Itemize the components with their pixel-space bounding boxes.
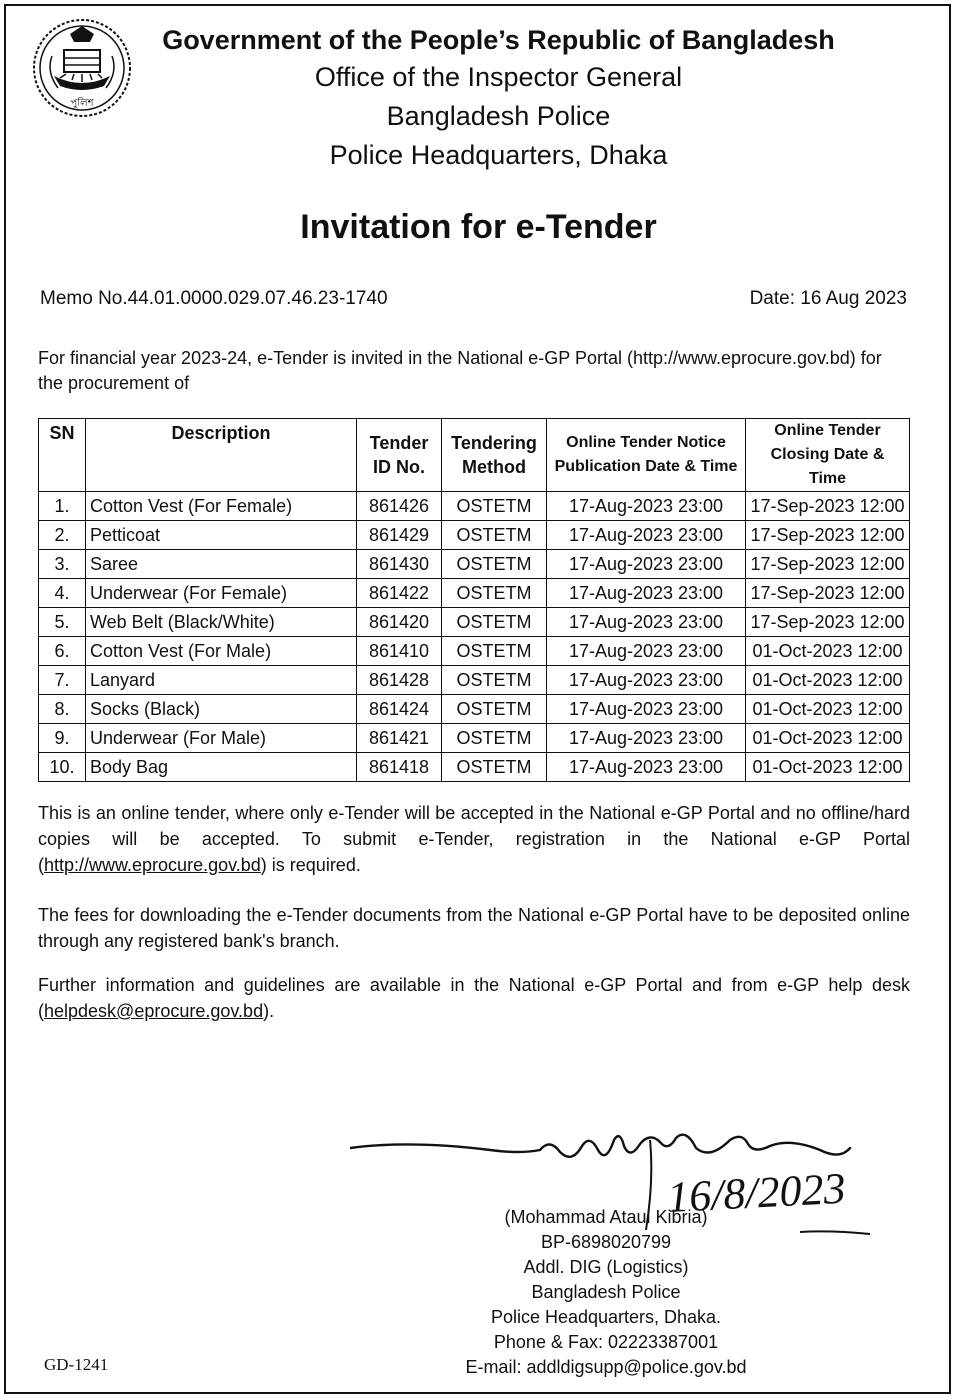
cell-closing: 17-Sep-2023 12:00 — [746, 521, 910, 550]
header — [0, 22, 957, 175]
cell-closing: 17-Sep-2023 12:00 — [746, 492, 910, 521]
cell-tender-id: 861410 — [357, 637, 442, 666]
office-title: Office of the Inspector General — [314, 62, 683, 92]
signer-designation: Addl. DIG (Logistics) — [523, 1257, 689, 1277]
table-row — [39, 724, 910, 753]
cell-description: Web Belt (Black/White) — [86, 608, 357, 637]
further-info-text: Further information and guidelines are available in the National e-GP Portal and from e-GP help desk ( — [38, 975, 910, 1021]
signer-office: Police Headquarters, Dhaka. — [490, 1307, 722, 1327]
cell-method: OSTETM — [442, 608, 547, 637]
signer-name: (Mohammad Ataul Kibria) — [504, 1207, 708, 1227]
cell-description: Saree — [86, 550, 357, 579]
intro-paragraph: For financial year 2023-24, e-Tender is invited in the National e-GP Portal (http://www.eprocure.gov.bd) for the procurement of — [38, 348, 882, 393]
cell-description: Cotton Vest (For Male) — [86, 637, 357, 666]
cell-closing: 01-Oct-2023 12:00 — [746, 753, 910, 782]
cell-publication: 17-Aug-2023 23:00 — [547, 492, 746, 521]
cell-sn: 6. — [39, 637, 86, 666]
cell-tender-id: 861430 — [357, 550, 442, 579]
cell-method: OSTETM — [442, 579, 547, 608]
footer-code: GD-1241 — [44, 1355, 109, 1374]
cell-sn: 5. — [39, 608, 86, 637]
signer-phone: Phone & Fax: 02223387001 — [493, 1332, 719, 1352]
table-row — [39, 492, 910, 521]
online-tender-text: This is an online tender, where only e-Tender will be accepted in the National e-GP Portal and no offline/hard copies will be accepted. To submit e-Tender, registration in the National e-GP Portal ( — [38, 803, 910, 875]
online-tender-paragraph — [38, 800, 910, 878]
cell-tender-id: 861429 — [357, 521, 442, 550]
handwritten-date: 16/8/2023 — [665, 1163, 847, 1222]
cell-publication: 17-Aug-2023 23:00 — [547, 695, 746, 724]
cell-tender-id: 861422 — [357, 579, 442, 608]
further-info-text-end: ). — [263, 1001, 275, 1021]
cell-sn: 4. — [39, 579, 86, 608]
header-tender-id — [357, 419, 442, 492]
table-row — [39, 753, 910, 782]
cell-description: Underwear (For Female) — [86, 579, 357, 608]
cell-method: OSTETM — [442, 521, 547, 550]
header-publication — [547, 419, 746, 492]
cell-tender-id: 861424 — [357, 695, 442, 724]
cell-closing: 17-Sep-2023 12:00 — [746, 608, 910, 637]
further-info-paragraph — [38, 972, 910, 1024]
cell-publication: 17-Aug-2023 23:00 — [547, 550, 746, 579]
header-tender-id-line1: Tender — [369, 433, 429, 453]
memo-date: Date: 16 Aug 2023 — [749, 288, 907, 309]
header-closing-line1: Online Tender — [774, 422, 881, 439]
cell-method: OSTETM — [442, 695, 547, 724]
table-row — [39, 579, 910, 608]
signer-organization: Bangladesh Police — [531, 1282, 681, 1302]
table-row — [39, 521, 910, 550]
cell-method: OSTETM — [442, 724, 547, 753]
header-closing — [746, 419, 910, 492]
cell-publication: 17-Aug-2023 23:00 — [547, 637, 746, 666]
header-method-line1: Tendering — [451, 433, 537, 453]
cell-tender-id: 861420 — [357, 608, 442, 637]
cell-sn: 3. — [39, 550, 86, 579]
cell-publication: 17-Aug-2023 23:00 — [547, 521, 746, 550]
emblem-text: পুলিশ — [70, 98, 94, 109]
tender-table — [38, 418, 910, 782]
cell-description: Underwear (For Male) — [86, 724, 357, 753]
table-row — [39, 608, 910, 637]
header-publication-line1: Online Tender Notice — [566, 434, 726, 451]
table-row — [39, 695, 910, 724]
table-row — [39, 666, 910, 695]
cell-publication: 17-Aug-2023 23:00 — [547, 724, 746, 753]
cell-publication: 17-Aug-2023 23:00 — [547, 579, 746, 608]
cell-description: Lanyard — [86, 666, 357, 695]
fees-paragraph: The fees for downloading the e-Tender documents from the National e-GP Portal have to be deposited online through any registered bank's branch. — [38, 905, 910, 951]
cell-closing: 01-Oct-2023 12:00 — [746, 666, 910, 695]
cell-sn: 8. — [39, 695, 86, 724]
cell-description: Petticoat — [86, 521, 357, 550]
helpdesk-email-link[interactable]: helpdesk@eprocure.gov.bd — [44, 1001, 264, 1021]
headquarters-title: Police Headquarters, Dhaka — [329, 140, 668, 170]
online-tender-text-end: ) is required. — [260, 855, 361, 875]
cell-tender-id: 861418 — [357, 753, 442, 782]
cell-method: OSTETM — [442, 637, 547, 666]
header-closing-line2: Closing Date & Time — [770, 446, 885, 487]
cell-closing: 17-Sep-2023 12:00 — [746, 579, 910, 608]
cell-closing: 01-Oct-2023 12:00 — [746, 637, 910, 666]
government-title: Government of the People’s Republic of Bangladesh — [162, 25, 835, 55]
cell-description: Cotton Vest (For Female) — [86, 492, 357, 521]
header-publication-line2: Publication Date & Time — [554, 458, 738, 475]
cell-sn: 2. — [39, 521, 86, 550]
cell-sn: 10. — [39, 753, 86, 782]
cell-method: OSTETM — [442, 753, 547, 782]
header-method-line2: Method — [462, 457, 526, 477]
cell-description: Socks (Black) — [86, 695, 357, 724]
cell-tender-id: 861421 — [357, 724, 442, 753]
cell-closing: 17-Sep-2023 12:00 — [746, 550, 910, 579]
cell-method: OSTETM — [442, 550, 547, 579]
eprocure-link[interactable]: http://www.eprocure.gov.bd — [44, 855, 261, 875]
cell-closing: 01-Oct-2023 12:00 — [746, 695, 910, 724]
table-row — [39, 637, 910, 666]
cell-tender-id: 861426 — [357, 492, 442, 521]
memo-number: Memo No.44.01.0000.029.07.46.23-1740 — [40, 288, 388, 309]
cell-sn: 7. — [39, 666, 86, 695]
cell-method: OSTETM — [442, 666, 547, 695]
cell-publication: 17-Aug-2023 23:00 — [547, 666, 746, 695]
cell-sn: 1. — [39, 492, 86, 521]
signer-block — [400, 1205, 812, 1380]
cell-publication: 17-Aug-2023 23:00 — [547, 608, 746, 637]
table-header-row — [39, 419, 910, 492]
header-tender-id-line2: ID No. — [373, 457, 425, 477]
cell-closing: 01-Oct-2023 12:00 — [746, 724, 910, 753]
cell-publication: 17-Aug-2023 23:00 — [547, 753, 746, 782]
header-method — [442, 419, 547, 492]
table-row — [39, 550, 910, 579]
document-title: Invitation for e-Tender — [300, 208, 657, 246]
cell-tender-id: 861428 — [357, 666, 442, 695]
signer-bp-number: BP-6898020799 — [540, 1232, 672, 1252]
header-sn: SN — [39, 419, 86, 492]
header-description: Description — [86, 419, 357, 492]
signer-email: E-mail: addldigsupp@police.gov.bd — [465, 1357, 747, 1377]
cell-sn: 9. — [39, 724, 86, 753]
cell-description: Body Bag — [86, 753, 357, 782]
cell-method: OSTETM — [442, 492, 547, 521]
organization-title: Bangladesh Police — [386, 101, 611, 131]
